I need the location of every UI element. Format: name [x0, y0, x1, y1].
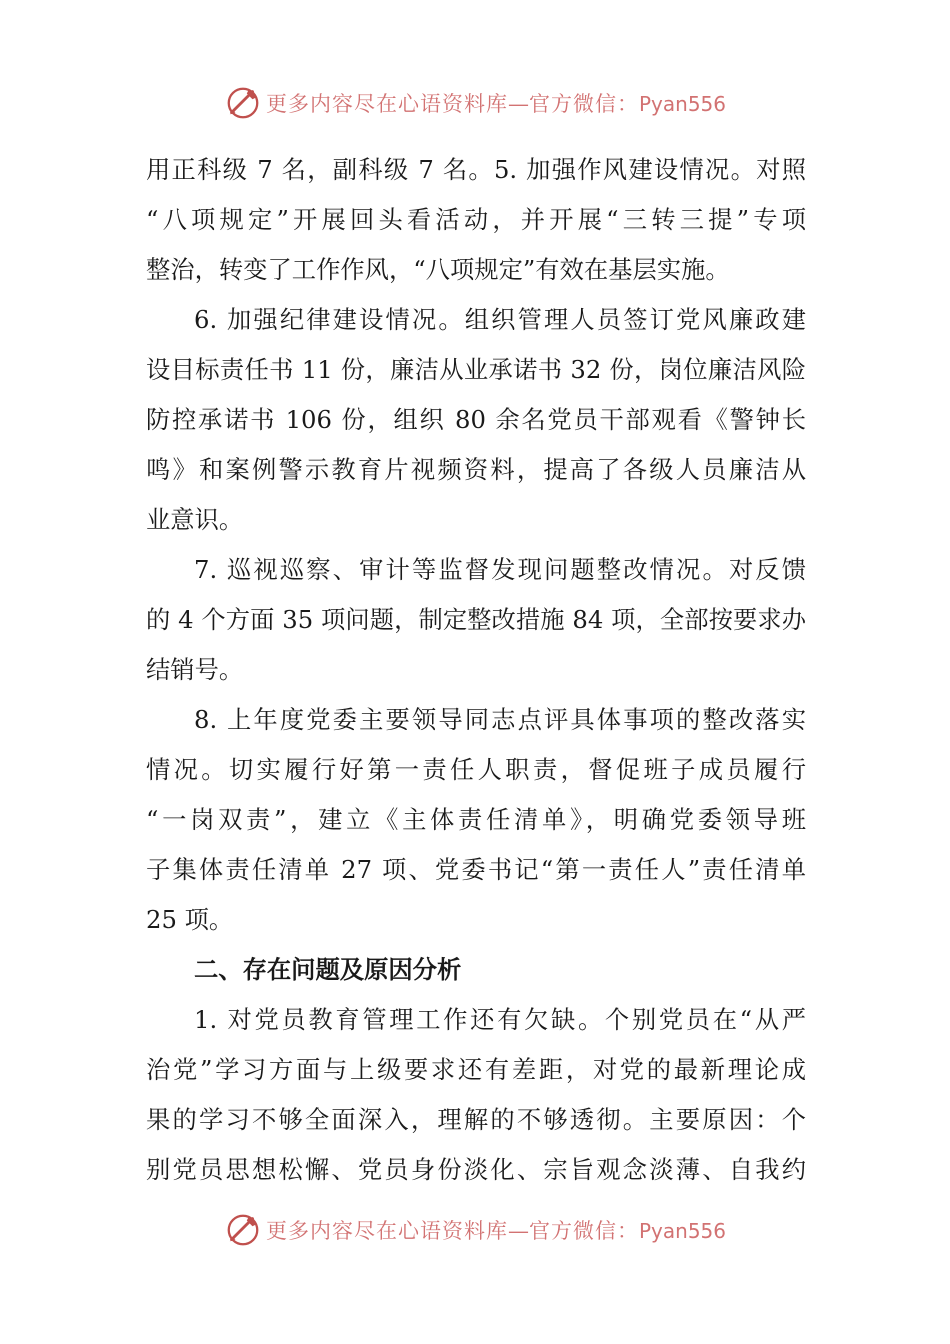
watermark-header [0, 83, 950, 123]
text-line: 整治，转变了工作作风，“八项规定”有效在基层实施。 [146, 255, 730, 284]
document-body [146, 145, 806, 1195]
pen-logo-icon [224, 1211, 262, 1249]
text-line: 子集体责任清单 27 项、党委书记“第一责任人”责任清单 [146, 855, 806, 884]
text-line: 设目标责任书 11 份，廉洁从业承诺书 32 份，岗位廉洁风险 [146, 355, 806, 384]
text-line: 情况。切实履行好第一责任人职责，督促班子成员履行 [146, 755, 806, 784]
watermark-text: 更多内容尽在心语资料库—官方微信：Pyan556 [265, 1219, 726, 1243]
text-line: 结销号。 [146, 655, 244, 684]
text-line: 用正科级 7 名，副科级 7 名。5. 加强作风建设情况。对照 [146, 155, 806, 184]
pen-logo-icon [224, 84, 262, 122]
text-line: 8. 上年度党委主要领导同志点评具体事项的整改落实 [194, 705, 806, 734]
text-line: 25 项。 [146, 905, 234, 934]
text-line: 7. 巡视巡察、审计等监督发现问题整改情况。对反馈 [194, 555, 806, 584]
text-line: “八项规定”开展回头看活动，并开展“三转三提”专项 [146, 205, 806, 234]
text-line: 6. 加强纪律建设情况。组织管理人员签订党风廉政建 [194, 305, 806, 334]
text-line: 1. 对党员教育管理工作还有欠缺。个别党员在“从严 [194, 1005, 806, 1034]
text-line: 业意识。 [146, 505, 244, 534]
section-heading: 二、存在问题及原因分析 [194, 955, 462, 984]
watermark-footer [0, 1210, 950, 1250]
text-line: 防控承诺书 106 份，组织 80 余名党员干部观看《警钟长 [146, 405, 806, 434]
text-line: “一岗双责”，建立《主体责任清单》，明确党委领导班 [146, 805, 806, 834]
text-line: 治党”学习方面与上级要求还有差距，对党的最新理论成 [146, 1055, 806, 1084]
watermark-text: 更多内容尽在心语资料库—官方微信：Pyan556 [265, 92, 726, 116]
text-line: 的 4 个方面 35 项问题，制定整改措施 84 项，全部按要求办 [146, 605, 806, 634]
text-line: 鸣》和案例警示教育片视频资料，提高了各级人员廉洁从 [146, 455, 806, 484]
text-line: 果的学习不够全面深入，理解的不够透彻。主要原因：个 [146, 1105, 806, 1134]
text-line: 别党员思想松懈、党员身份淡化、宗旨观念淡薄、自我约 [146, 1155, 806, 1184]
